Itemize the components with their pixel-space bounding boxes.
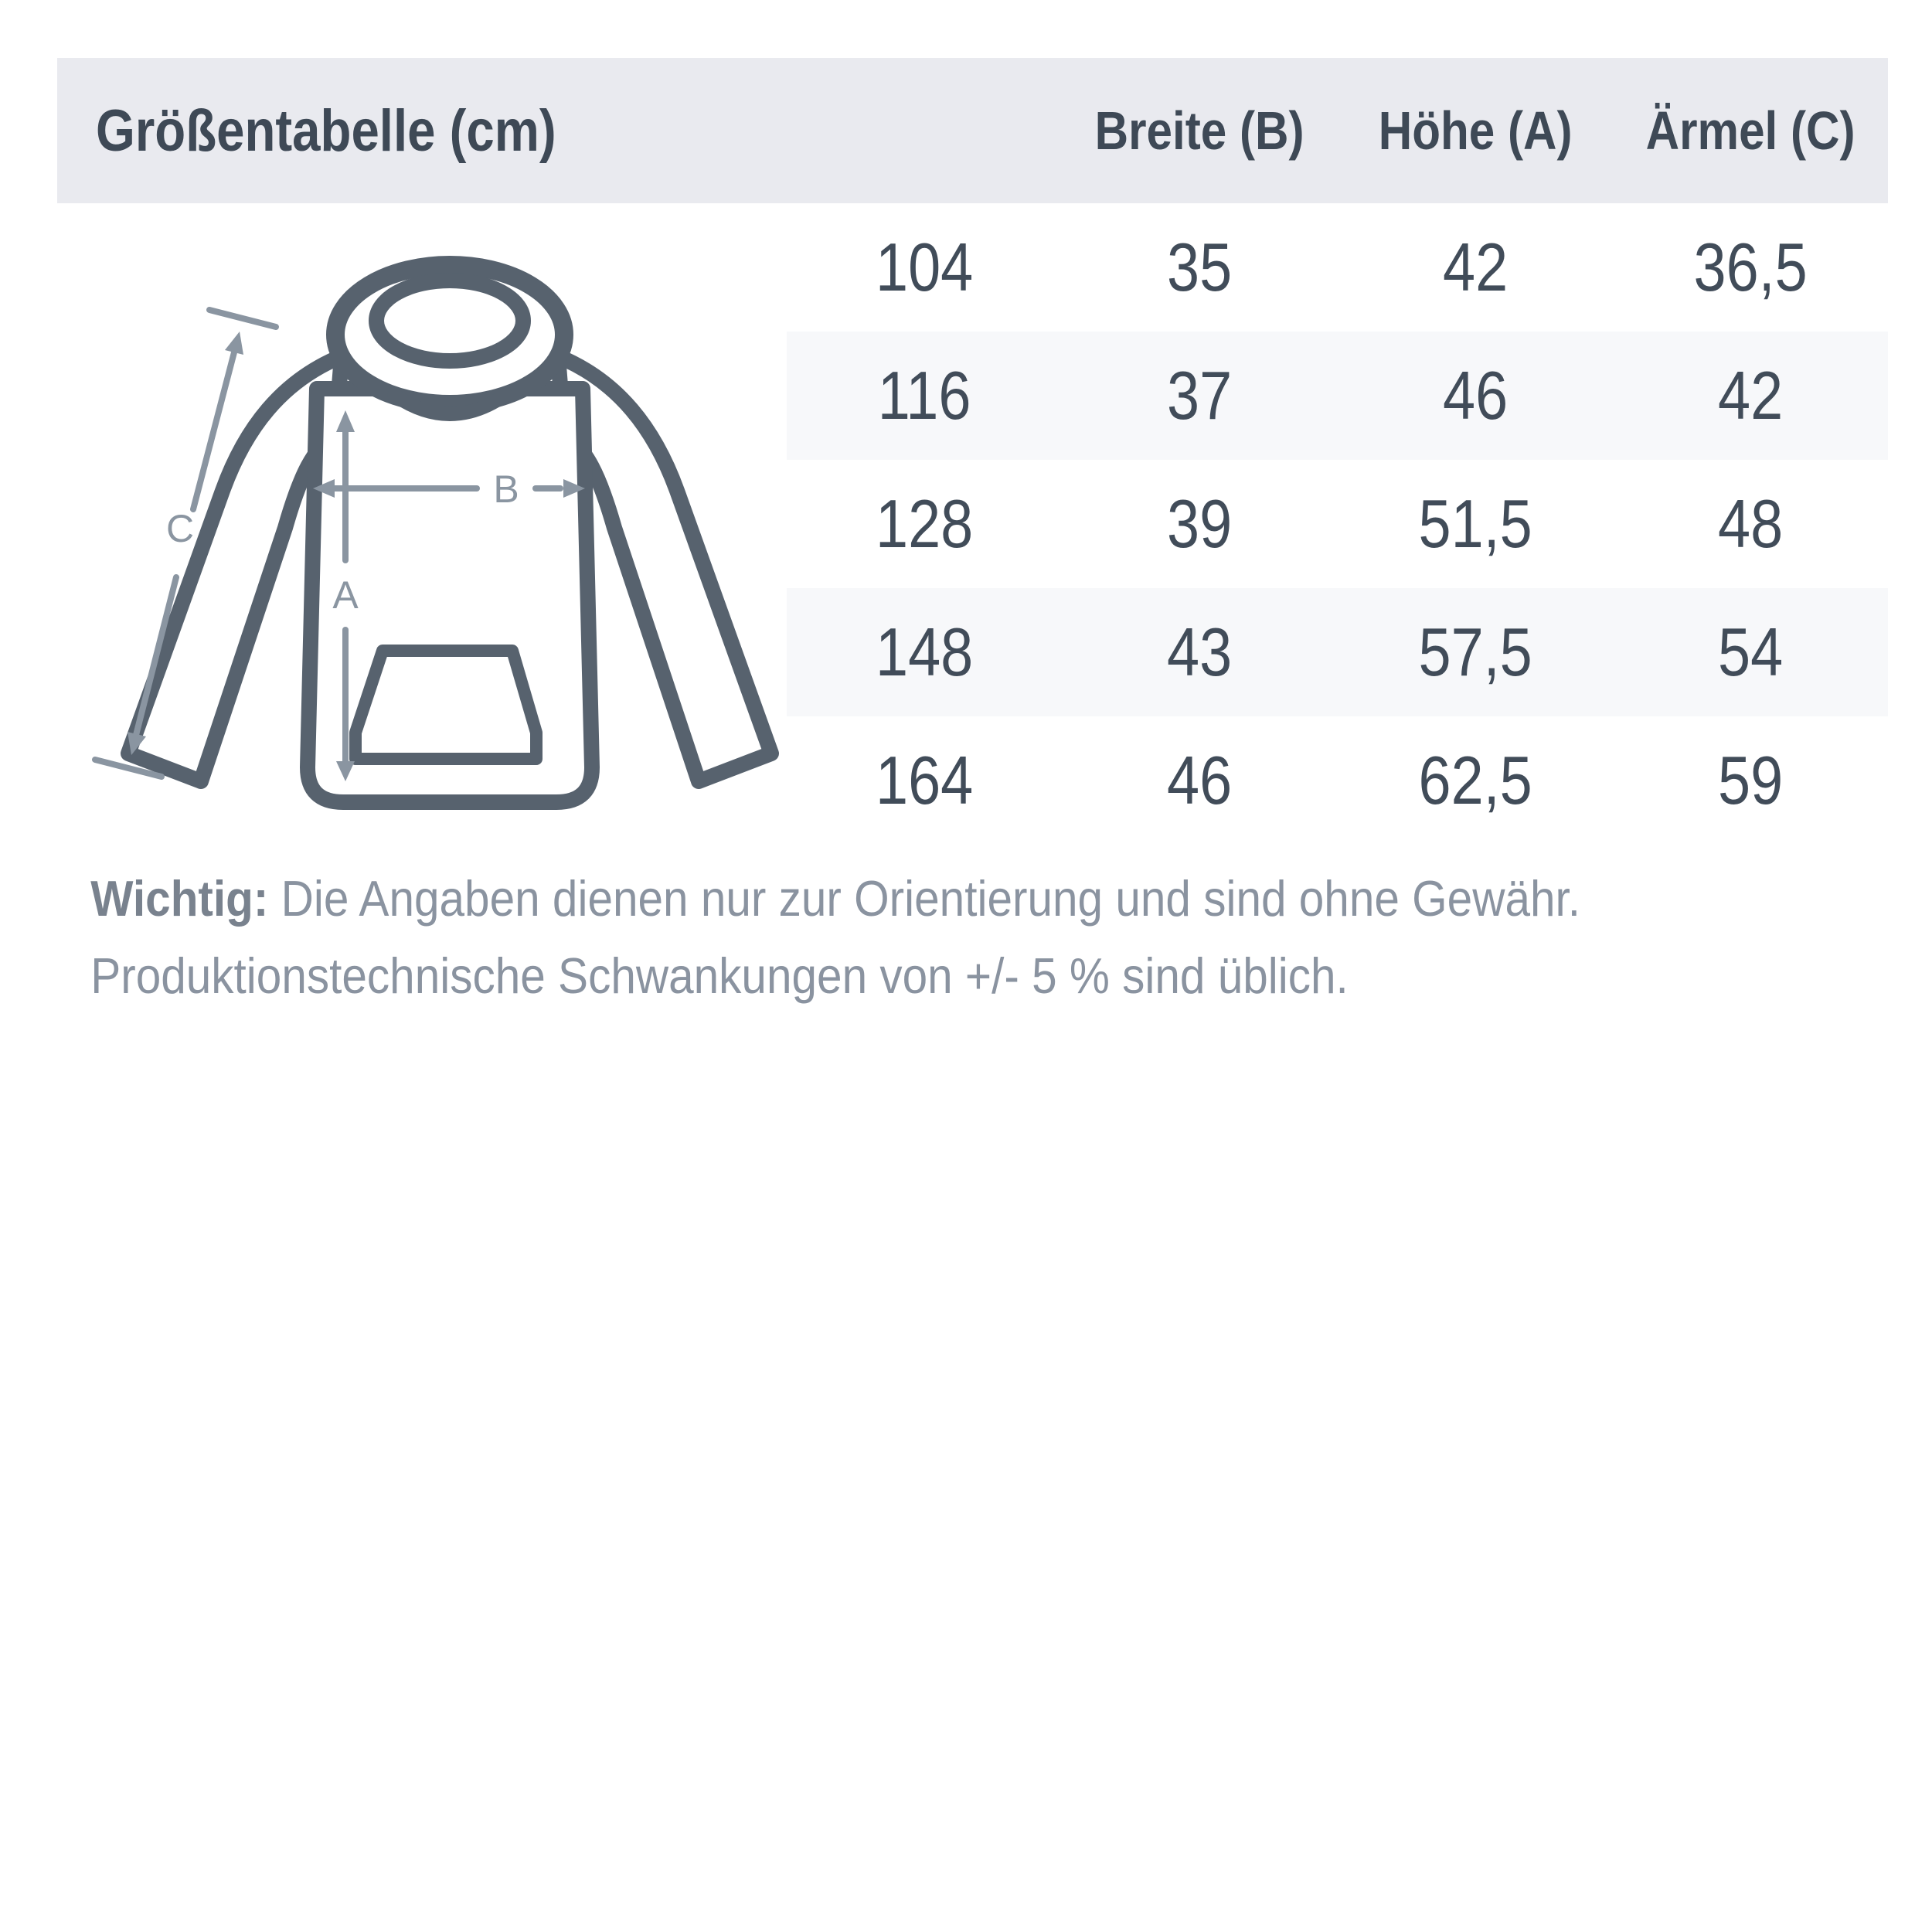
breite-cell: 37	[1167, 357, 1233, 434]
diagram-cell	[57, 203, 787, 845]
aermel-cell: 36,5	[1693, 229, 1808, 305]
table-body	[57, 203, 1888, 845]
table-title-cell	[57, 97, 787, 165]
hoehe-cell: 46	[1442, 357, 1508, 434]
breite-cell: 43	[1167, 614, 1233, 690]
aermel-cell: 48	[1717, 485, 1783, 562]
column-header-aermel: Ärmel (C)	[1645, 100, 1855, 161]
size-chart-sheet	[57, 58, 1888, 1015]
disclaimer	[57, 860, 1705, 1015]
hoehe-cell: 42	[1442, 229, 1508, 305]
table-title: Größentabelle (cm)	[96, 97, 556, 164]
column-headers	[787, 100, 1888, 162]
breite-cell: 35	[1167, 229, 1233, 305]
table-row	[787, 588, 1888, 716]
column-header-size-spacer	[806, 100, 1043, 162]
label-c: C	[165, 507, 195, 550]
disclaimer-text-1: Die Angaben dienen nur zur Orientierung und sind ohne Gewähr.	[281, 870, 1581, 927]
hoehe-cell: 51,5	[1417, 485, 1532, 562]
hoodie-pocket	[355, 651, 536, 759]
hoehe-cell: 62,5	[1417, 742, 1532, 818]
size-cell: 164	[875, 742, 974, 818]
hoehe-cell: 57,5	[1417, 614, 1532, 690]
hoodie-outline-icon	[128, 265, 771, 802]
hoodie-measurement-diagram	[57, 203, 787, 845]
table-row	[787, 203, 1888, 332]
breite-cell: 39	[1167, 485, 1233, 562]
size-cell: 116	[877, 357, 971, 434]
disclaimer-lead: Wichtig:	[90, 870, 269, 927]
disclaimer-text-2: Produktionstechnische Schwankungen von +/- 5 % sind üblich.	[90, 947, 1349, 1004]
label-b: B	[493, 468, 519, 511]
disclaimer-line-2	[90, 937, 1705, 1015]
size-cell: 104	[875, 229, 974, 305]
size-cell: 128	[875, 485, 974, 562]
column-header-breite: Breite (B)	[1094, 100, 1304, 161]
table-header-bar	[57, 58, 1888, 203]
label-a: A	[332, 573, 359, 617]
breite-cell: 46	[1167, 742, 1233, 818]
table-row	[787, 332, 1888, 460]
aermel-cell: 54	[1717, 614, 1783, 690]
column-header-hoehe: Höhe (A)	[1378, 100, 1573, 161]
size-rows	[787, 203, 1888, 845]
hoodie-hood-inner	[376, 281, 523, 361]
disclaimer-line-1	[90, 860, 1705, 937]
aermel-cell: 59	[1717, 742, 1783, 818]
size-cell: 148	[875, 614, 974, 690]
table-row	[787, 716, 1888, 845]
aermel-cell: 42	[1717, 357, 1783, 434]
table-row	[787, 460, 1888, 588]
